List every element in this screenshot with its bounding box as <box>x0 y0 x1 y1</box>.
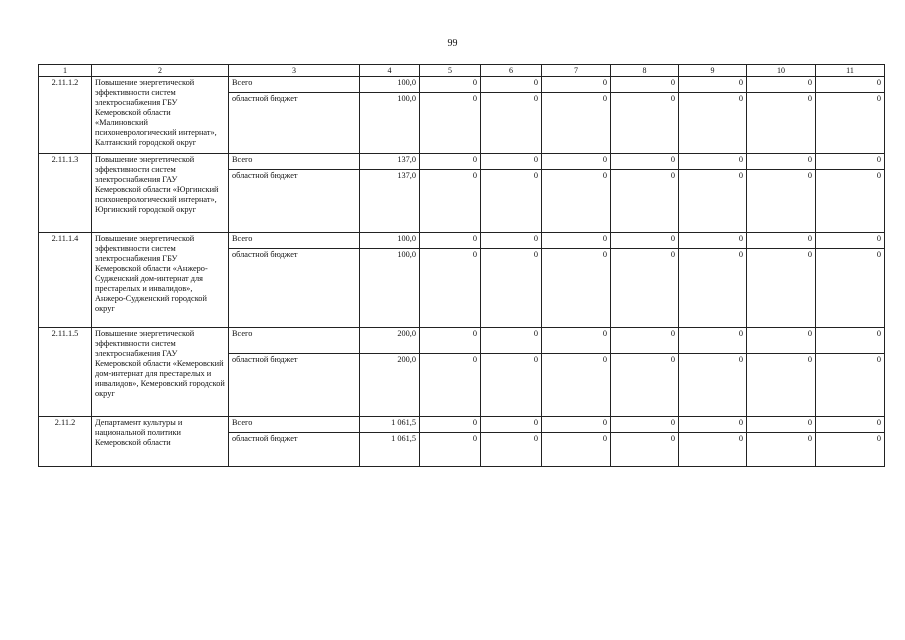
column-header: 9 <box>679 65 747 77</box>
column-header: 5 <box>420 65 481 77</box>
value-cell: 0 <box>611 433 679 467</box>
table-row <box>39 154 885 170</box>
value-cell: 0 <box>481 354 542 417</box>
value-cell: 0 <box>816 233 885 249</box>
value-cell: 0 <box>816 354 885 417</box>
value-cell: 0 <box>747 433 816 467</box>
value-cell: 1 061,5 <box>360 417 420 433</box>
value-cell: 0 <box>481 433 542 467</box>
value-cell: 0 <box>679 93 747 154</box>
value-cell: 0 <box>611 249 679 328</box>
table-row <box>39 233 885 249</box>
value-cell: 0 <box>420 77 481 93</box>
value-cell: 0 <box>481 249 542 328</box>
item-name: Повышение энергетической эффективности систем электроснабжения ГАУ Кемеровской области «Кемеровский дом-интернат для престарелых и инвалидов», Кемеровский городской округ <box>92 328 229 417</box>
value-cell: 100,0 <box>360 77 420 93</box>
value-cell: 0 <box>747 354 816 417</box>
value-cell: 0 <box>816 93 885 154</box>
value-cell: 0 <box>481 77 542 93</box>
item-name: Повышение энергетической эффективности систем электроснабжения ГБУ Кемеровской области «Малиновский психоневрологический интернат», Калтанский городской округ <box>92 77 229 154</box>
value-cell: 0 <box>679 154 747 170</box>
table-group <box>39 154 885 233</box>
value-cell: 0 <box>679 233 747 249</box>
funding-source: областной бюджет <box>229 433 360 467</box>
item-code: 2.11.1.2 <box>39 77 92 154</box>
value-cell: 100,0 <box>360 233 420 249</box>
column-header: 10 <box>747 65 816 77</box>
item-name: Повышение энергетической эффективности систем электроснабжения ГАУ Кемеровской области «Юргинский психоневрологический интернат», Юргинский городской округ <box>92 154 229 233</box>
value-cell: 0 <box>747 249 816 328</box>
value-cell: 0 <box>420 417 481 433</box>
column-header: 1 <box>39 65 92 77</box>
value-cell: 0 <box>420 170 481 233</box>
value-cell: 100,0 <box>360 249 420 328</box>
value-cell: 0 <box>420 93 481 154</box>
table-group <box>39 233 885 328</box>
value-cell: 0 <box>542 233 611 249</box>
item-name: Департамент культуры и национальной политики Кемеровской области <box>92 417 229 467</box>
value-cell: 0 <box>816 328 885 354</box>
value-cell: 100,0 <box>360 93 420 154</box>
value-cell: 0 <box>420 249 481 328</box>
value-cell: 0 <box>542 170 611 233</box>
table-group <box>39 328 885 417</box>
value-cell: 0 <box>611 417 679 433</box>
column-header: 3 <box>229 65 360 77</box>
funding-source: областной бюджет <box>229 354 360 417</box>
value-cell: 0 <box>420 433 481 467</box>
value-cell: 0 <box>747 328 816 354</box>
value-cell: 0 <box>816 154 885 170</box>
value-cell: 0 <box>481 417 542 433</box>
value-cell: 0 <box>747 93 816 154</box>
item-code: 2.11.1.5 <box>39 328 92 417</box>
funding-source: областной бюджет <box>229 249 360 328</box>
column-header: 4 <box>360 65 420 77</box>
value-cell: 200,0 <box>360 328 420 354</box>
column-header: 6 <box>481 65 542 77</box>
value-cell: 0 <box>542 249 611 328</box>
value-cell: 1 061,5 <box>360 433 420 467</box>
item-name: Повышение энергетической эффективности систем электроснабжения ГБУ Кемеровской области «Анжеро-Судженский дом-интернат для престарелых и инвалидов», Анжеро-Судженский городской округ <box>92 233 229 328</box>
value-cell: 0 <box>816 433 885 467</box>
value-cell: 0 <box>611 354 679 417</box>
funding-source: областной бюджет <box>229 170 360 233</box>
funding-source: Всего <box>229 154 360 170</box>
column-header: 2 <box>92 65 229 77</box>
value-cell: 0 <box>679 170 747 233</box>
value-cell: 0 <box>542 328 611 354</box>
value-cell: 0 <box>611 170 679 233</box>
value-cell: 0 <box>679 77 747 93</box>
value-cell: 0 <box>481 154 542 170</box>
column-header: 11 <box>816 65 885 77</box>
value-cell: 0 <box>679 249 747 328</box>
value-cell: 0 <box>747 154 816 170</box>
value-cell: 0 <box>747 233 816 249</box>
table-group <box>39 77 885 154</box>
value-cell: 0 <box>542 417 611 433</box>
table-row <box>39 417 885 433</box>
value-cell: 0 <box>679 417 747 433</box>
value-cell: 0 <box>542 433 611 467</box>
funding-source: Всего <box>229 417 360 433</box>
value-cell: 0 <box>611 233 679 249</box>
funding-source: Всего <box>229 233 360 249</box>
value-cell: 0 <box>481 233 542 249</box>
value-cell: 0 <box>542 354 611 417</box>
funding-source: Всего <box>229 328 360 354</box>
value-cell: 0 <box>679 354 747 417</box>
funding-source: областной бюджет <box>229 93 360 154</box>
value-cell: 0 <box>542 93 611 154</box>
value-cell: 200,0 <box>360 354 420 417</box>
value-cell: 0 <box>747 170 816 233</box>
table-group <box>39 417 885 467</box>
item-code: 2.11.1.3 <box>39 154 92 233</box>
value-cell: 0 <box>420 354 481 417</box>
value-cell: 0 <box>420 233 481 249</box>
column-header: 8 <box>611 65 679 77</box>
item-code: 2.11.2 <box>39 417 92 467</box>
funding-source: Всего <box>229 77 360 93</box>
value-cell: 137,0 <box>360 154 420 170</box>
value-cell: 0 <box>481 93 542 154</box>
column-header: 7 <box>542 65 611 77</box>
value-cell: 0 <box>816 77 885 93</box>
value-cell: 0 <box>542 154 611 170</box>
value-cell: 0 <box>611 93 679 154</box>
column-number-row <box>39 65 885 77</box>
value-cell: 0 <box>481 170 542 233</box>
value-cell: 0 <box>679 433 747 467</box>
item-code: 2.11.1.4 <box>39 233 92 328</box>
value-cell: 0 <box>542 77 611 93</box>
value-cell: 0 <box>679 328 747 354</box>
value-cell: 0 <box>611 77 679 93</box>
value-cell: 0 <box>747 77 816 93</box>
value-cell: 0 <box>420 154 481 170</box>
value-cell: 0 <box>481 328 542 354</box>
value-cell: 0 <box>816 170 885 233</box>
value-cell: 0 <box>816 417 885 433</box>
value-cell: 137,0 <box>360 170 420 233</box>
page-number: 99 <box>447 38 458 49</box>
value-cell: 0 <box>611 154 679 170</box>
budget-table <box>38 64 885 467</box>
value-cell: 0 <box>420 328 481 354</box>
value-cell: 0 <box>611 328 679 354</box>
value-cell: 0 <box>747 417 816 433</box>
value-cell: 0 <box>816 249 885 328</box>
table-row <box>39 328 885 354</box>
table-row <box>39 77 885 93</box>
